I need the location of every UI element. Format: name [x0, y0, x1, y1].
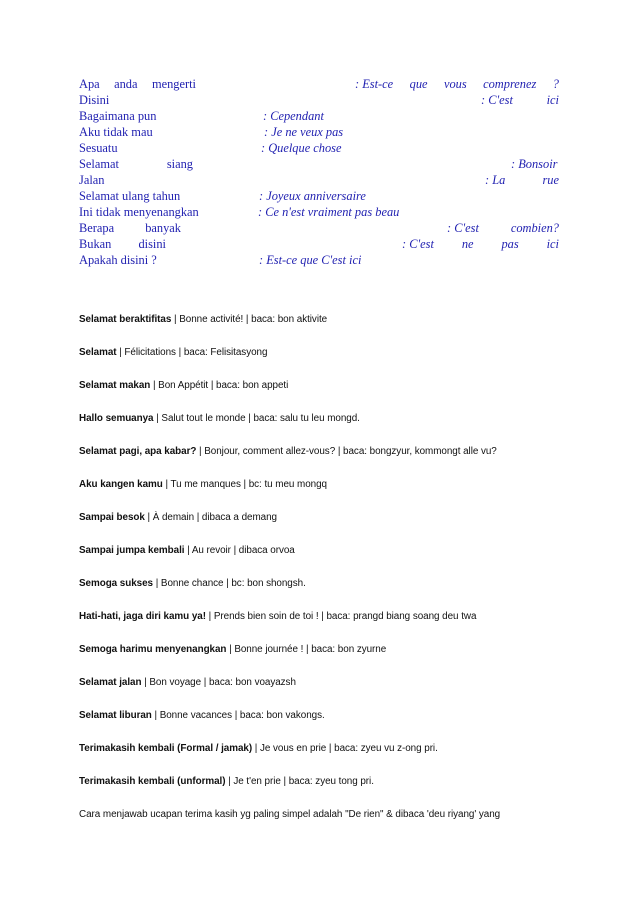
vocab-indonesian: Ini tidak menyenangkan [79, 205, 199, 219]
phrase-translation: | À demain | dibaca a demang [144, 512, 277, 523]
phrase-indonesian: Selamat [79, 347, 117, 358]
vocab-word: que [409, 77, 428, 91]
phrase-indonesian: Semoga sukses [79, 578, 154, 589]
vocabulary-list [79, 76, 559, 268]
phrase-translation: | Je vous en prie | baca: zyeu vu z-ong pri. [252, 743, 438, 754]
vocab-word: Berapa [79, 221, 115, 235]
vocab-word: ? [552, 77, 559, 91]
vocab-word: : C'est [447, 221, 479, 235]
phrase-indonesian: Selamat liburan [79, 710, 152, 721]
vocab-word: banyak [145, 221, 181, 235]
vocab-row [79, 188, 559, 204]
vocab-french [355, 76, 559, 92]
vocab-indonesian: Sesuatu [79, 141, 118, 155]
vocab-french [402, 236, 559, 252]
phrase-indonesian: Sampai jumpa kembali [79, 545, 185, 556]
phrase-translation: | Bonjour, comment allez-vous? | baca: bongzyur, kommongt alle vu? [196, 446, 497, 457]
phrase-indonesian: Terimakasih kembali (unformal) [79, 776, 226, 787]
vocab-row [79, 220, 559, 236]
vocab-indonesian [79, 156, 193, 172]
vocab-word: pas [501, 237, 519, 251]
phrase-translation: | Bonne chance | bc: bon shongsh. [153, 578, 306, 589]
phrase-item [79, 412, 569, 445]
vocab-word: combien? [510, 221, 559, 235]
vocab-word: : C'est [402, 237, 434, 251]
phrase-item [79, 775, 569, 808]
vocab-row [79, 172, 559, 188]
vocab-word: mengerti [151, 77, 196, 91]
vocab-word: anda [114, 77, 138, 91]
phrase-item [79, 676, 569, 709]
vocab-word: Apa [79, 77, 100, 91]
phrase-item [79, 445, 569, 478]
phrase-indonesian: Selamat beraktifitas [79, 314, 172, 325]
vocab-word: : C'est [481, 93, 513, 107]
phrase-translation: | Bonne journée ! | baca: bon zyurne [226, 644, 387, 655]
vocab-indonesian [79, 76, 196, 92]
phrase-item [79, 610, 569, 643]
phrase-indonesian: Sampai besok [79, 512, 145, 523]
phrase-indonesian: Selamat makan [79, 380, 151, 391]
phrase-indonesian: Selamat pagi, apa kabar? [79, 446, 197, 457]
phrase-translation: | Bonne vacances | baca: bon vakongs. [151, 710, 325, 721]
vocab-french: : Bonsoir [511, 157, 558, 171]
phrase-item [79, 346, 569, 379]
phrase-translation: | Bon voyage | baca: bon voayazsh [141, 677, 296, 688]
phrase-item [79, 643, 569, 676]
vocab-row [79, 76, 559, 92]
vocab-word: vous [443, 77, 467, 91]
vocab-french [481, 92, 559, 108]
vocab-indonesian [79, 236, 166, 252]
phrase-indonesian: Aku kangen kamu [79, 479, 163, 490]
vocab-word: disini [138, 237, 166, 251]
phrase-indonesian: Hati-hati, jaga diri kamu ya! [79, 611, 206, 622]
vocab-indonesian: Jalan [79, 173, 105, 187]
vocab-word: Selamat [79, 157, 119, 171]
vocab-french: : Ce n'est vraiment pas beau [258, 205, 400, 219]
paragraph-text [79, 808, 569, 841]
phrase-item [79, 544, 569, 577]
vocab-word: rue [542, 173, 559, 187]
phrase-translation: | Salut tout le monde | baca: salu tu leu mongd. [153, 413, 360, 424]
phrase-translation: | Tu me manques | bc: tu meu mongq [162, 479, 327, 490]
vocab-word: ne [461, 237, 474, 251]
vocab-indonesian: Aku tidak mau [79, 125, 153, 139]
vocab-french: : Cependant [263, 109, 324, 123]
phrase-item [79, 313, 569, 346]
vocab-word: siang [166, 157, 193, 171]
vocab-indonesian: Disini [79, 93, 110, 107]
vocab-indonesian: Selamat ulang tahun [79, 189, 181, 203]
phrase-indonesian: Terimakasih kembali (Formal / jamak) [79, 743, 253, 754]
vocab-row [79, 252, 559, 268]
vocab-word: Bukan [79, 237, 112, 251]
phrase-item [79, 511, 569, 544]
phrase-translation: Cara menjawab ucapan terima kasih yg paling simpel adalah "De rien" & dibaca 'deu riyang' yang [79, 809, 501, 820]
phrase-item [79, 709, 569, 742]
phrase-item [79, 478, 569, 511]
vocab-word: : La [485, 173, 506, 187]
vocab-word: : Est-ce [355, 77, 394, 91]
phrase-translation: | Félicitations | baca: Felisitasyong [116, 347, 268, 358]
vocab-row [79, 236, 559, 252]
vocab-row [79, 124, 559, 140]
vocab-word: ici [546, 93, 559, 107]
phrase-indonesian: Hallo semuanya [79, 413, 154, 424]
vocab-indonesian [79, 220, 181, 236]
vocab-french: : Je ne veux pas [264, 125, 344, 139]
vocab-french [447, 220, 559, 236]
vocab-row [79, 92, 559, 108]
vocab-row [79, 156, 559, 172]
phrase-item [79, 577, 569, 610]
vocab-word: comprenez [483, 77, 537, 91]
phrase-list [79, 313, 569, 841]
phrase-translation: | Au revoir | dibaca orvoa [184, 545, 295, 556]
vocab-french: : Est-ce que C'est ici [259, 253, 362, 267]
phrase-translation: | Bon Appétit | baca: bon appeti [150, 380, 289, 391]
phrase-item [79, 379, 569, 412]
phrase-indonesian: Selamat jalan [79, 677, 142, 688]
vocab-row [79, 140, 559, 156]
vocab-indonesian: Apakah disini ? [79, 253, 157, 267]
phrase-translation: | Prends bien soin de toi ! | baca: prangd biang soang deu twa [205, 611, 477, 622]
vocab-french: : Joyeux anniversaire [259, 189, 366, 203]
vocab-french [485, 172, 559, 188]
vocab-word: ici [546, 237, 559, 251]
vocab-row [79, 108, 559, 124]
vocab-row [79, 204, 559, 220]
vocab-indonesian: Bagaimana pun [79, 109, 157, 123]
vocab-french: : Quelque chose [261, 141, 342, 155]
phrase-translation: | Je t'en prie | baca: zyeu tong pri. [225, 776, 374, 787]
phrase-item [79, 742, 569, 775]
phrase-indonesian: Semoga harimu menyenangkan [79, 644, 227, 655]
phrase-translation: | Bonne activité! | baca: bon aktivite [171, 314, 328, 325]
